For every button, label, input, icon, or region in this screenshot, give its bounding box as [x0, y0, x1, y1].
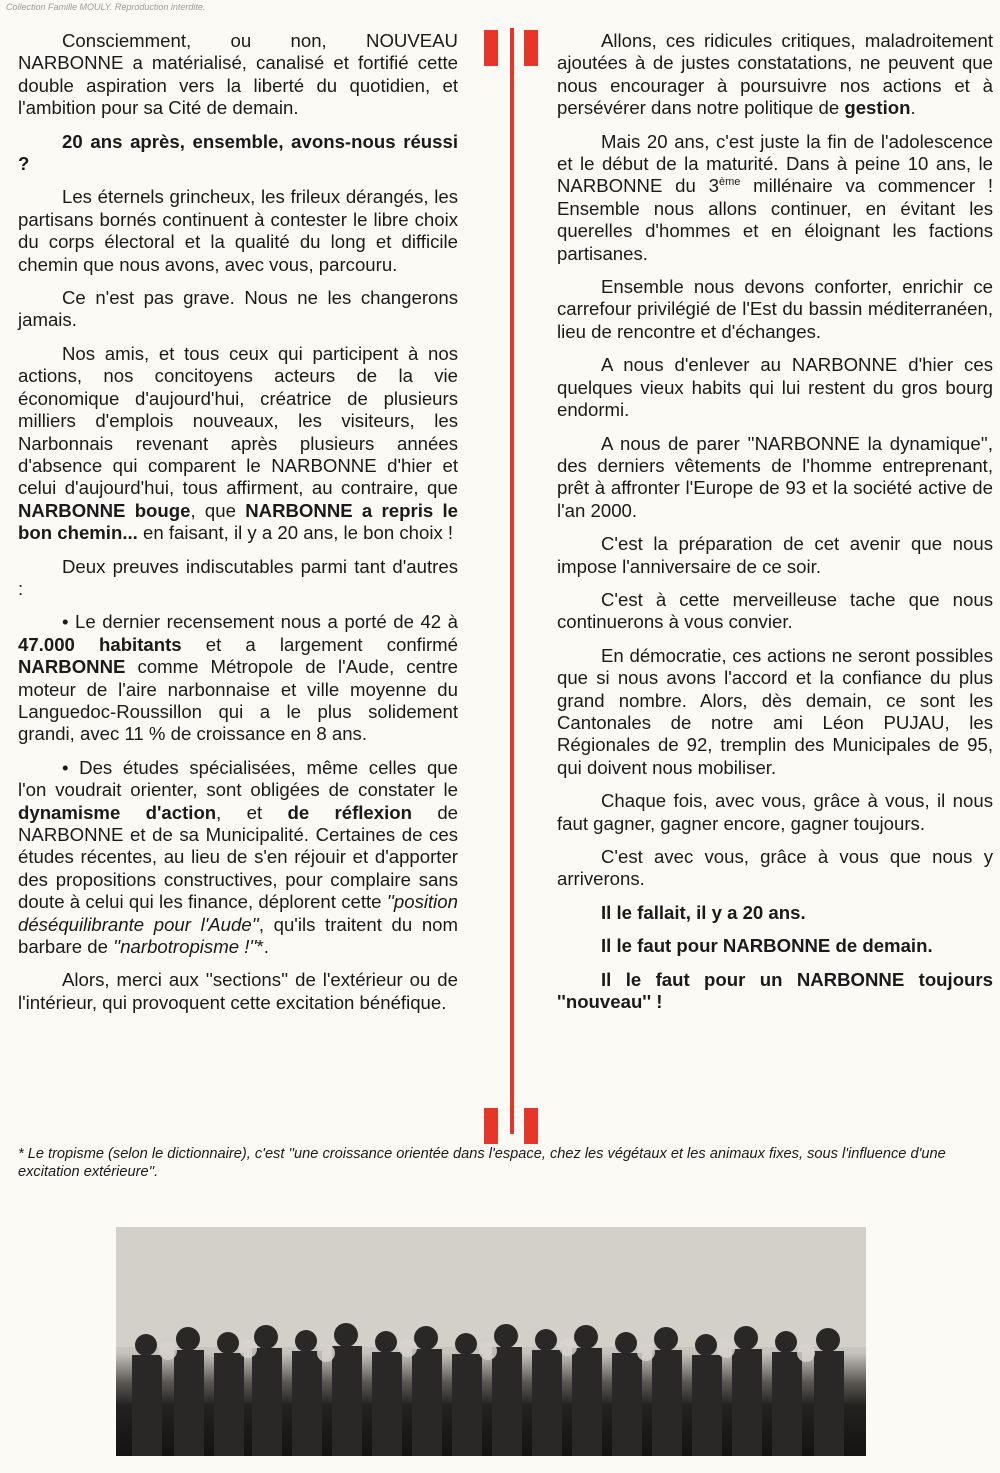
emphasis: NARBONNE: [18, 656, 126, 678]
text: de NARBONNE et de sa Municipalité. Certaines de ces études récentes, au lieu de s'en réjouir et d'apporter des propositions constructives, pour complaire sans doute à celui qui les finance, déplorent cette: [18, 801, 458, 913]
text: .: [910, 97, 916, 119]
paragraph: [557, 30, 993, 120]
bullet-paragraph: [18, 757, 458, 959]
paragraph: C'est avec vous, grâce à vous que nous y arriverons.: [557, 846, 993, 890]
quote: ''narbotropisme !'': [113, 936, 257, 958]
text: Nos amis, et tous ceux qui participent à nos actions, nos concitoyens acteurs de la vie économique d'aujourd'hui, créatrice de plusieurs milliers d'emplois nouveaux, les visiteurs, les Narbonnais revenant après plusieurs années d'absence qui comparent le NARBONNE d'hier et celui d'aujourd'hui, tous affirment, au contraire, que: [18, 342, 458, 499]
collection-credit: Collection Famille MOULY. Reproduction interdite.: [6, 2, 206, 12]
footnote-marker: *.: [256, 936, 269, 958]
emphasis: gestion: [844, 97, 911, 119]
paragraph-question: 20 ans après, ensemble, avons-nous réussi ?: [18, 130, 458, 175]
paragraph: Ensemble nous devons conforter, enrichir ce carrefour privilégié de l'Est du bassin méditerranéen, lieu de rencontre et d'échanges.: [557, 276, 993, 342]
text: Mais 20 ans, c'est juste la fin de l'adolescence et le début de la maturité. Dans à peine 10 ans, le NARBONNE du 3: [557, 130, 993, 197]
superscript: ème: [718, 176, 741, 189]
paragraph: C'est à cette merveilleuse tache que nous continuerons à vous convier.: [557, 588, 993, 633]
text: et a largement confirmé: [181, 633, 458, 655]
text: , que: [190, 499, 246, 521]
emphasis: NARBONNE a repris le bon chemin...: [18, 499, 458, 544]
red-marker-bottom-left: [484, 1108, 498, 1144]
paragraph: C'est la préparation de cet avenir que nous impose l'anniversaire de ce soir.: [557, 533, 993, 577]
paragraph: Consciemment, ou non, NOUVEAU NARBONNE a matérialisé, canalisé et fortifié cette double aspiration vers la liberté du quotidien, et l'ambition pour sa Cité de demain.: [18, 30, 458, 119]
paragraph: Ce n'est pas grave. Nous ne les changerons jamais.: [18, 287, 458, 331]
quote: ''position déséquilibrante pour l'Aude'': [18, 891, 458, 935]
crowd-silhouettes: [116, 1227, 866, 1456]
red-marker-bottom-right: [524, 1108, 538, 1144]
text: comme Métropole de l'Aude, centre moteur de l'aire narbonnaise et ville moyenne du Languedoc-Roussillon qui a le plus solidement grandi, avec 11 % de croissance en 8 ans.: [18, 656, 458, 745]
paragraph: En démocratie, ces actions ne seront possibles que si nous avons l'accord et la confiance du plus grand nombre. Alors, dès demain, ce sont les Cantonales de notre ami Léon PUJAU, les Régionales de 92, tremplin des Municipales de 95, qui doivent nous mobiliser.: [557, 644, 993, 778]
red-marker-top-left: [484, 30, 498, 66]
text: • Des études spécialisées, même celles que l'on voudrait orienter, sont obligées de constater le: [18, 756, 458, 801]
text: Allons, ces ridicules critiques, maladroitement ajoutées à de justes constatations, ne peuvent que nous encourager à poursuivre nos actions et à persévérer dans notre politique de: [557, 30, 993, 119]
paragraph: Chaque fois, avec vous, grâce à vous, il nous faut gagner, gagner encore, gagner toujours.: [557, 790, 993, 834]
emphasis: 47.000 habitants: [18, 633, 182, 655]
closing-line: Il le faut pour NARBONNE de demain.: [601, 935, 933, 957]
paragraph: A nous d'enlever au NARBONNE d'hier ces quelques vieux habits qui lui restent du gros bourg endormi.: [557, 354, 993, 421]
paragraph: A nous de parer ''NARBONNE la dynamique'', des derniers vêtements de l'homme entreprenant, prêt à affronter l'Europe de 93 et la société active de l'an 2000.: [557, 432, 993, 521]
paragraph: Deux preuves indiscutables parmi tant d'autres :: [18, 555, 458, 599]
emphasis: de réflexion: [287, 801, 412, 823]
closing-line: Il le faut pour un NARBONNE toujours ''nouveau'' !: [557, 968, 993, 1013]
red-marker-top-right: [524, 30, 538, 66]
paragraph: Alors, merci aux ''sections'' de l'extérieur ou de l'intérieur, qui provoquent cette excitation bénéfique.: [18, 969, 458, 1013]
group-photograph: [116, 1227, 866, 1456]
bullet-paragraph: [18, 611, 458, 745]
emphasis: NARBONNE bouge: [18, 499, 191, 521]
right-column: [557, 30, 993, 1024]
paragraph: [18, 343, 458, 545]
closing-line: Il le fallait, il y a 20 ans.: [601, 901, 806, 923]
footnote: * Le tropisme (selon le dictionnaire), c'est ''une croissance orientée dans l'espace, chez les végétaux et les animaux fixes, sous l'influence d'une excitation extérieure''.: [18, 1146, 946, 1180]
text: • Le dernier recensement nous a porté de 42 à: [62, 611, 458, 633]
text: , et: [216, 801, 288, 823]
column-divider: [510, 28, 514, 1134]
emphasis: dynamisme d'action: [18, 801, 217, 823]
paragraph: Les éternels grincheux, les frileux dérangés, les partisans bornés continuent à contester le libre choix du corps électoral et la qualité du long et difficile chemin que nous avons, avec vous, parcouru.: [18, 186, 458, 275]
text: millénaire va commencer ! Ensemble nous allons continuer, en évitant les querelles d'hommes et en éloignant les factions partisanes.: [557, 175, 993, 264]
left-column: [18, 30, 458, 1025]
text: , qu'ils traitent du nom barbare de: [18, 913, 458, 958]
paragraph: [557, 131, 993, 265]
text: en faisant, il y a 20 ans, le bon choix !: [137, 522, 454, 544]
